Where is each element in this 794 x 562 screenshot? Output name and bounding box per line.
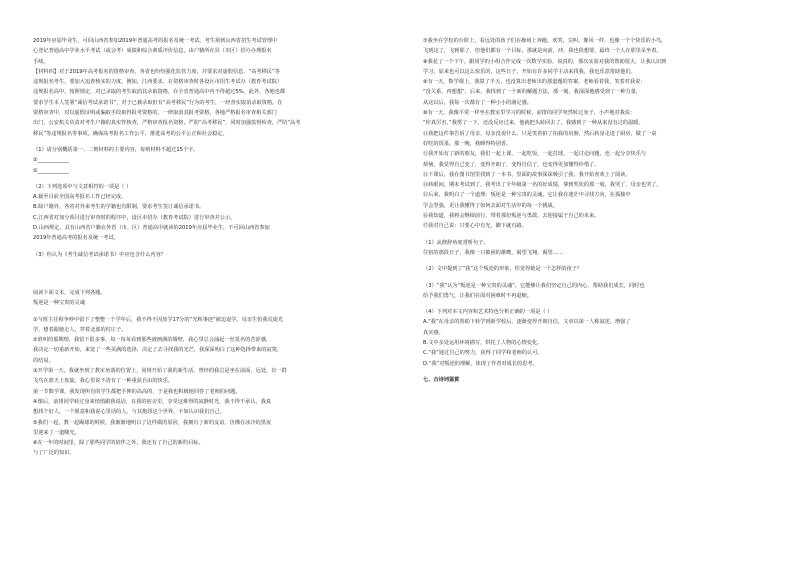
story-line: 学会坚强，更让我懂得了如何去面对生活中的每一个挑战。 <box>423 202 558 209</box>
story-line: ⑤我们一起，教一起踢球的时候，我渐渐地明白了这样做的原因，我拥有了新的友谊，仿佛在冰冷的黑夜 <box>33 419 272 426</box>
story-line: 飞鸟在蓝天上盘旋，我心里说不清有了一种重获自由的快乐。 <box>33 378 174 385</box>
passage-title: 叛逆是一种宝贵的灵魂 <box>33 300 85 307</box>
left-column <box>33 36 388 459</box>
story-line: ①与班主任相争吵中留下了整整一个学年后，我不得不因放学17分的“光辉事迹”被迫退学。母亲生怕我荒废光 <box>33 316 284 323</box>
text-line: 出门，公安机关负责对考生户籍的真实性核查，严格审查报名资格，严防“高考移民”，同时加强监督检查，严防“高考 <box>33 120 301 127</box>
option-c: C.“我”通过自己的努力，获得了同学和老师的认可。 <box>423 350 543 357</box>
question-text: 给予我们勇气，让我们在面对困难时不再退缩。 <box>423 292 532 299</box>
story-line: 学习，原来也可以这么快乐的，这些日子，开始有许多同学主动来找我，我也乐意帮助他们。 <box>423 68 636 75</box>
option-d-cont: 2019年普通高考的报名及统一考试。 <box>33 235 119 242</box>
question-text: （2）文中提到了“我”这个叛逆的形象，你觉得她是一个怎样的孩子？ <box>423 266 583 273</box>
text-line: 2019年应届毕业生，可回山西省参加2019年普通高考的报名及统一考试。考生须到山西省招生考试管理中 <box>33 38 278 44</box>
story-line: ⑨有一天，数学课上，我算了半天，也没算出老师出的那道题的答案，老师看着我，笑着对我说： <box>423 79 646 86</box>
story-line: ⑫我开始有了新的朋友，我们一起上课，一起吃饭，一起打球，一起讨论问题，也一起分享快乐与 <box>423 151 647 158</box>
question-text: （3）“我”认为“叛逆是一种宝贵的灵魂”，它能够让我们坚定自己的内心，帮助我们成长，同时也 <box>423 282 645 289</box>
story-line: ⑯我知道，我将会继续前行，带着那份叛逆与勇敢，去迎接属于自己的未来。 <box>423 213 600 220</box>
option-a: A.“我”在母亲的帮助下转学到新学校后，逐渐变得开朗自信，文章以第一人称叙述，增强了 <box>423 319 631 326</box>
story-line: 飞到这了，飞到那了，但他们都有一个目标，那就是向前，冲，我也很想要，最终一个人在那里呆坐着。 <box>423 48 662 55</box>
answer-blank: ②____________ <box>33 167 69 174</box>
text-line: 心登记普通高中学业水平考试（或会考）成绩和综合素质评价信息，由户籍所在县（市区）招办办理报名 <box>33 48 272 55</box>
story-line: ⑰我对自己说：只要心中有光，脚下就有路。 <box>423 223 527 230</box>
story-line: ⑮后来，我明白了一个道理：叛逆是一种宝贵的灵魂，它让我在迷茫中寻找方向，在孤独中 <box>423 192 631 199</box>
question-text: （1）请分别概括第一、二则材料的主要内容，每则材料不超过15个字。 <box>33 146 199 153</box>
option-a-cont: 真实感。 <box>423 329 444 336</box>
story-line: 与了广泛的知识。 <box>33 450 75 457</box>
story-line: ②谁叫的那期理，我留下很多事，每一每每看到那些被画满的墙壁，我心里总会涌起一丝莫名的苦涩感， <box>33 337 272 344</box>
story-line: “你真厉害，”我愣了一下，还没反应过来，他就把头转回去了，我感到了一种从来没有过的温暖。 <box>423 120 644 127</box>
text-line: 违规报名考生，要加大追查核实的力度。例如，江西要求，在资格审查时各设区市招生考试办（教育考试院） <box>33 79 283 86</box>
story-line: 第一节数学课，我发现所有的学生都把手伸的高高的，于是我也积极地回答了老师的问题。 <box>33 388 241 395</box>
question-2 <box>33 182 388 244</box>
intro-material <box>33 36 388 139</box>
story-line: ⑥在一年的时间里，除了那些同学的陪伴之外，我还有了自己的新的目标。 <box>33 440 204 447</box>
story-line: 学，想着跟她走人，穿着北部的村庄子。 <box>33 326 127 333</box>
text-line: 手续。 <box>33 58 49 65</box>
story-line: ⑬下课后，我在图书馆里找到了一本书，里面的故事深深吸引了我，我开始喜欢上了阅读。 <box>423 171 631 178</box>
story-line: ⑩有一天，我像平常一样坐在教室里学习的时候，前排的同学突然转过身子，小声地对我说： <box>423 110 636 117</box>
option-b: B.除户籍外，各省对外来考生的学籍也有限制，要求考生签订诚信承诺书。 <box>33 204 205 211</box>
question-5 <box>423 307 778 369</box>
story-line: 从这以后，我每一次都有了一种小小的满足感。 <box>423 99 532 106</box>
text-line: 资格审查中，对以虚假证明或骗取手段取得报考资格的，一律取消其报考资格，各地严格报名审查相关部门 <box>33 110 277 117</box>
text-line: 要求学生本人签署“诚信考试承诺书”，对于已被录取但有“高考移民”行为的考生，一经查实取消录取资格。在 <box>33 99 283 106</box>
question-text: （2）下列选项中与文意相符的一项是（ ） <box>33 183 132 190</box>
option-d: D.“我”对叛逆的理解，体现了作者对成长的思考。 <box>423 360 538 367</box>
question-text: （1）从修辞角度赏析句子。 <box>423 239 489 246</box>
questions-4 <box>423 238 778 301</box>
story-line: ⑪我把这件事告诉了母亲，母亲没说什么，只是笑着拍了拍我的肩膀，然后转身走进了厨房，做了一桌 <box>423 130 657 137</box>
question-3 <box>33 250 388 260</box>
story-line: 里迎来了一道曙光。 <box>33 429 80 436</box>
story-line: “没关系，再想想”，后来，我找到了一个新的解题方法，那一刻，我深深地感受到了一种力量， <box>423 89 642 96</box>
section-title: 七、古诗词鉴赏 <box>423 376 460 383</box>
story-passage <box>33 315 388 459</box>
story-line: ⑦我坐在学校的台阶上，看远处的孩子们在操场上奔跑，欢笑，尖叫，像风一样，也像一个个快乐的小鸟， <box>423 38 667 44</box>
story-line: 好吃的饭菜，那一晚，我睡得特别香。 <box>423 140 512 147</box>
text-line: 【材料四】对于2019年高考报名的资格审查，各省也纷纷强化监管力度，并要求对虚假信息、“高考移民”等 <box>33 68 280 75</box>
story-line: 我决定一切重新开始，来宽了一些美满的选择，决定了去寻找我的光芒，我深深明白了这种选择带来的寂寞， <box>33 347 283 354</box>
question-text: （4）下列对本文内容和艺术特色分析正确的一项是（ ） <box>423 309 553 316</box>
text-line: 移民”等违规报名等事项，确保高考报名工作公平，推进高考的公平公正和社会稳定。 <box>33 130 228 137</box>
option-c: C.江西省对加分项目进行审查时的程序中，设区市招办（教育考试院）进行审查并公示。 <box>33 214 236 221</box>
story-line: ④课后，前排同学转过身来悄悄跟我说话，在我的宿舍里，享受这难得的寂静时光，我不得不承认，我真 <box>33 398 272 405</box>
story-line: 想找个好人，一个愿意和我说心里话的人，与其抱怨这个世界，不如认识我们自己。 <box>33 409 225 416</box>
story-line: ⑧我花了一个下午，跟同学的小组合作完成一次数学实验，说真的，那次实验对我的帮助很大，让我认识到 <box>423 58 667 65</box>
option-a: A.截至目前全国高考报名工作已经完成。 <box>33 194 127 201</box>
story-line: 烦恼，我觉得自己变了，变得开朗了，变得自信了，也变得更加懂得珍惜了。 <box>423 161 600 168</box>
reading-intro <box>33 288 388 309</box>
instruction: 阅读下面文本，完成下列各题。 <box>33 289 106 296</box>
story-line: 的结局。 <box>33 357 54 364</box>
story-continued <box>423 36 778 232</box>
story-line: ③开学第一天，我就坐到了教室角落的位置上，同班开始了我的新生活。曾经的我总是坐在前面，远处，有一群 <box>33 368 287 375</box>
answer-blank: ①____________ <box>33 157 69 164</box>
question-text: （3）你认为《考生诚信考试承诺书》中应包含什么内容？ <box>33 251 166 258</box>
right-column <box>423 36 778 385</box>
option-b: B.文中多处运用环境描写，烘托了人物的心情变化。 <box>423 340 543 347</box>
question-1 <box>33 145 388 176</box>
option-d: D.山西规定，具有山西省户籍在外省（市、区）普通高中就读的2019年应届毕业生，不可回山西省参加 <box>33 225 270 232</box>
story-line: ⑭转眼间，期末考试到了，我考出了全年级第一名的好成绩，拿到奖状的那一刻，我哭了，母亲也哭了。 <box>423 182 662 189</box>
text-line: 违规报名高中，按照规定，对已录取的考生取消其录取资格，在全省普通高中内不得超过5%。此外，各地也都 <box>33 89 286 96</box>
question-text: 住宿的那段日子，我像一只被困的雄鹰，渴望飞翔，渴望…… <box>423 249 564 256</box>
